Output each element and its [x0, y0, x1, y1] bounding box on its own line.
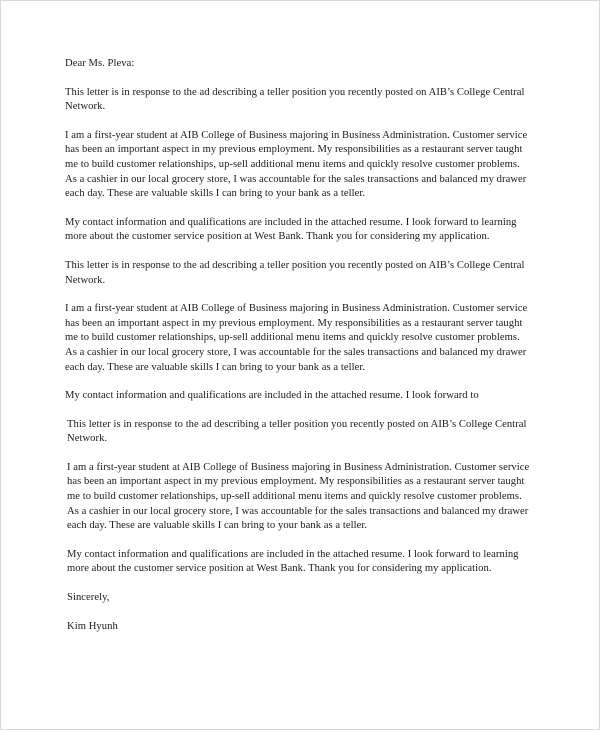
closing-line: Sincerely,	[67, 591, 110, 603]
paragraph-contact-3: My contact information and qualifications are included in the attached resume. I look forward to learning more about the customer service position at West Bank. Thank you for considering my application.	[67, 548, 519, 575]
paragraph-intro-1: This letter is in response to the ad describing a teller position you recently posted on AIB’s College Central Network.	[65, 86, 525, 113]
paragraph-contact-1: My contact information and qualifications are included in the attached resume. I look forward to learning more about the customer service position at West Bank. Thank you for considering my application.	[65, 216, 517, 243]
paragraph-contact-2-truncated: My contact information and qualifications are included in the attached resume. I look forward to	[65, 389, 479, 401]
paragraph-intro-3: This letter is in response to the ad describing a teller position you recently posted on AIB’s College Central Network.	[67, 418, 527, 445]
paragraph-experience-1: I am a first-year student at AIB College of Business majoring in Business Administration. Customer service has been an important aspect in my previous employment. My responsibilities as a restaurant server taught me to build customer relationships, up-sell additional menu items and quickly resolve customer problems. As a cashier in our local grocery store, I was accountable for the sales transactions and balanced my drawer each day. These are valuable skills I can bring to your bank as a teller.	[65, 129, 528, 200]
salutation: Dear Ms. Pleva:	[65, 58, 135, 69]
signature-name: Kim Hyunh	[67, 620, 118, 632]
paragraph-experience-2: I am a first-year student at AIB College of Business majoring in Business Administration. Customer service has been an important aspect in my previous employment. My responsibilities as a restaurant server taught me to build customer relationships, up-sell additional menu items and quickly resolve customer problems. As a cashier in our local grocery store, I was accountable for the sales transactions and balanced my drawer each day. These are valuable skills I can bring to your bank as a teller.	[65, 302, 528, 373]
letter-body	[65, 57, 533, 634]
paragraph-intro-2: This letter is in response to the ad describing a teller position you recently posted on AIB’s College Central Network.	[65, 260, 525, 286]
paragraph-experience-3: I am a first-year student at AIB College of Business majoring in Business Administration. Customer service has been an important aspect in my previous employment. My responsibilities as a restaurant server taught me to build customer relationships, up-sell additional menu items and quickly resolve customer problems. As a cashier in our local grocery store, I was accountable for the sales transactions and balanced my drawer each day. These are valuable skills I can bring to your bank as a teller.	[67, 461, 530, 532]
